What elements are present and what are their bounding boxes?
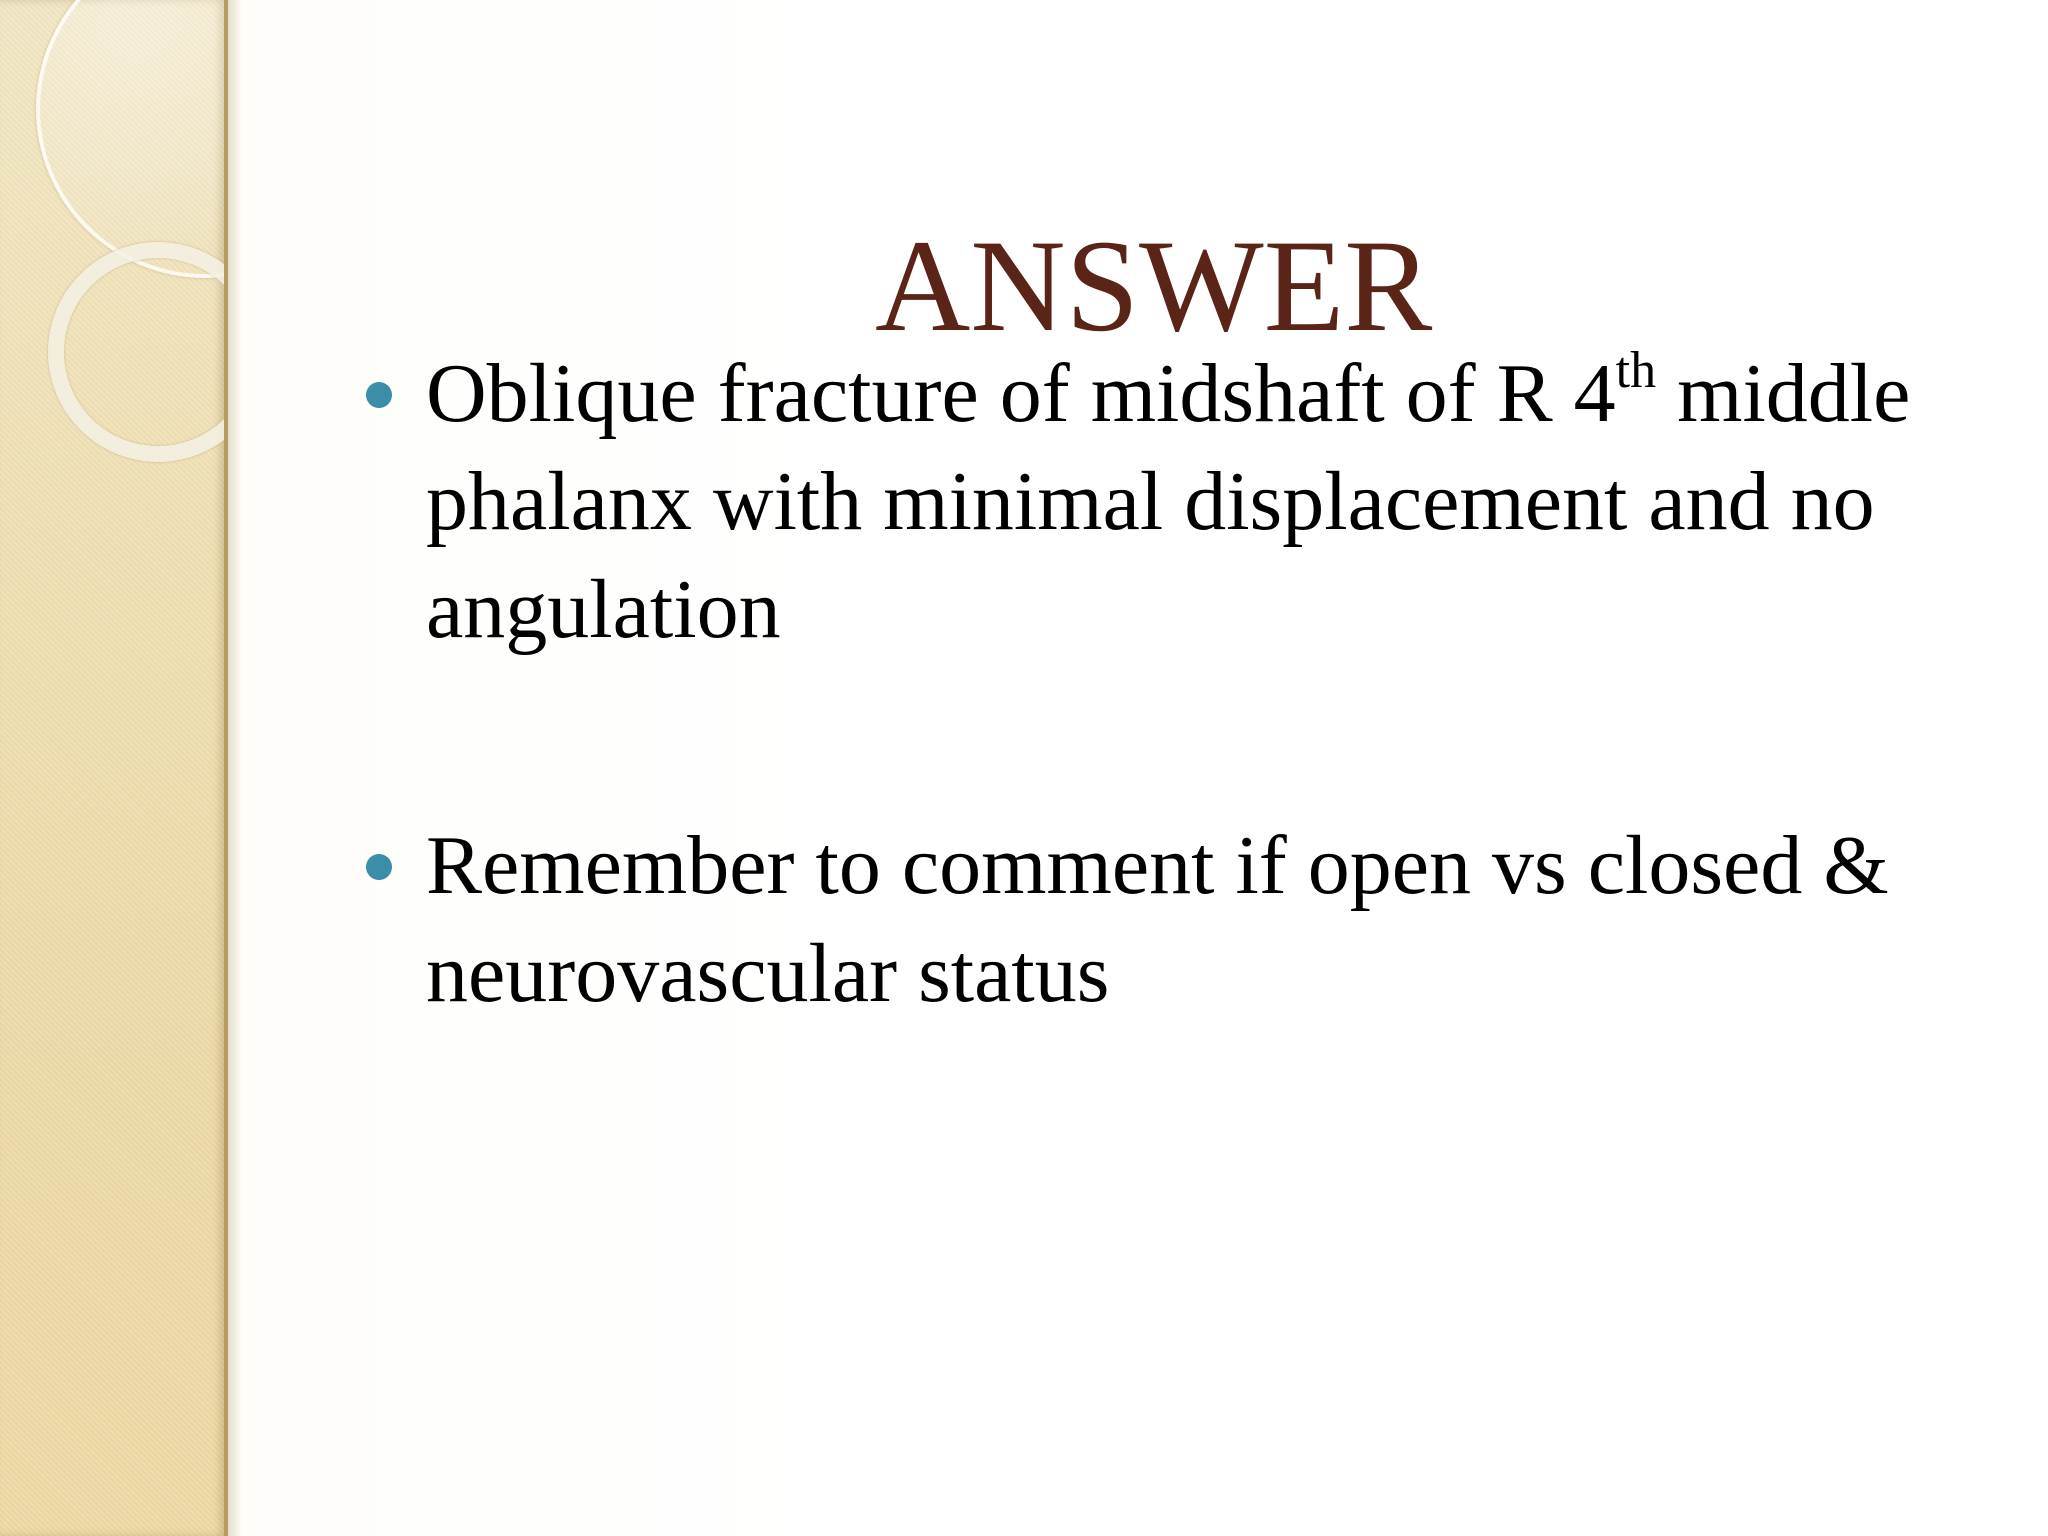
- bullet-text: [426, 340, 1986, 664]
- bullet-item-answer: [426, 340, 1986, 664]
- bullet-dot-icon: [366, 854, 392, 880]
- bullet-text-continued: middle phalanx with minimal displacement and no angulation: [426, 347, 1911, 656]
- bullet-text-main: Oblique fracture of midshaft of R 4: [426, 347, 1616, 440]
- bullet-item-reminder: [426, 812, 1986, 1028]
- bullet-text: Remember to comment if open vs closed & neurovascular status: [426, 819, 1889, 1020]
- bullet-dot-icon: [366, 382, 392, 408]
- slide-title: ANSWER: [875, 212, 1433, 360]
- superscript-ordinal: th: [1615, 342, 1657, 399]
